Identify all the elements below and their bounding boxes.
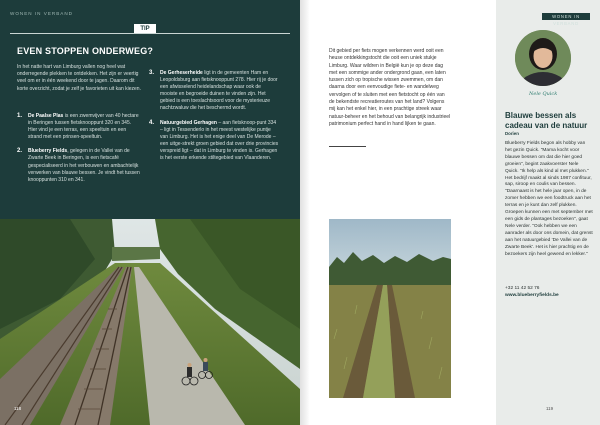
tip-item-name: Blueberry Fields bbox=[28, 148, 68, 155]
tip-number: 3. bbox=[149, 70, 155, 76]
divider bbox=[329, 146, 366, 147]
avatar bbox=[515, 30, 571, 86]
tip-item-text: ligt in de gemeenten Ham en Leopoldsburg aan fietsknooppunt 278. Hier rij je door een afwisselend heidelandschap waar ook de mooiste en begroeide duinen te vinden zijn. Het gebied is een toeslachtsoord voor de mysterieuze nachtzwaluw die het beschermd wordt. bbox=[160, 70, 278, 112]
tip-list-col1 bbox=[17, 113, 141, 191]
tip-list-col2 bbox=[149, 70, 279, 169]
page-number: 118 bbox=[14, 406, 22, 411]
interview-sidebar bbox=[496, 0, 600, 425]
field-path-image bbox=[329, 219, 451, 398]
tip-item-name: De Gerheserheide bbox=[160, 70, 203, 76]
tip-item-name: Natuurgebied Gerhagen bbox=[160, 119, 217, 126]
page-fold bbox=[300, 0, 310, 425]
tip-item-text: is een zwemvijver van 40 hectare in Beringen tussen fietsknooppunt 320 en 345. Hier vind je een terras, een speeltuin en een strand met een prinsen-speeltuin. bbox=[28, 113, 139, 141]
tip-number: 1. bbox=[17, 113, 23, 119]
tip-number: 4. bbox=[149, 119, 155, 126]
phone-number: +32 11 42 52 76 bbox=[505, 286, 540, 291]
portrait-caption: Nele Quick bbox=[529, 91, 558, 97]
page-number: 119 bbox=[546, 406, 554, 411]
tip-item-text: – aan fietsknoop-punt 334 – ligt in Tessenderlo in het meest westelijke puntje van Limburg. Het is het enige deel van De Merode – een uitge-strekt groen gebied dat over drie provincies verspreid ligt – dat in Limburg te vinden is. Gerhagen is het eerste erkende stiltegebied van Vlaanderen. bbox=[160, 119, 279, 162]
tip-item bbox=[17, 148, 141, 183]
divider bbox=[10, 33, 290, 34]
section-tag: WONEN IN VERBAND bbox=[542, 13, 590, 20]
portrait-image bbox=[515, 30, 571, 86]
tip-panel bbox=[0, 0, 300, 219]
tip-intro: In het natte hart van Limburg vallen nog heel wat onderregende plekken te ontdekken. Het zijn er veertig veel om er in één weekend door te jagen. Daarom dit korte overzicht, zodat je zelf je favorieten uit kan kiezen. bbox=[17, 64, 141, 92]
sidebar-body-text: Blueberry Fields begon als hobby van het gezin Quick. "Mama kocht voor blauwe bessen om dat die hier goed groeien", begint zaakvoerster Nele Quick. "Ik help als kind al met plukken." Het bedrijf maakt al sinds 1987 confituur, sap, siroop en coulis van bessen. "Daarnaast is het hele jaar open, in de zomer hebben we een foodtruck aan het terras en je kunt dan zelf plukken. Groepen kunnen een met september met een gids de plantages bezoeken", gaat Nele verder. "Ook hebben we een aanrader als door ons domein, dat grenst aan het natuurgebied 'De Vallei van de Zwarte Beek'. Het is hier prachtig en de bezoekers zijn heel gewend en lekker." bbox=[505, 141, 593, 257]
railway-cyclists-photo bbox=[0, 219, 300, 425]
field-path-photo bbox=[329, 219, 451, 398]
byline: Dorien bbox=[505, 131, 519, 136]
sidebar-heading: Blauwe bessen als cadeau van de natuur bbox=[505, 111, 588, 130]
body-text: Dit gebied per fiets mogen verkennen werd ooit een heuse ontdekkingstocht die ooit een uniek stukje Limburg. Waar wildren in België kun je op deze dag met een sommige ander ondergrond gaan, een laten tussen zich op tropische wissen zwemmen, om dan daarna door een eenvoudige fiete- en wandelweg vervolgen of te sluiten met een fietstocht op één van de bekendste recreatieroutes van het land? Volgens mij kan het enkel hier, in een prachtige streek waar natuur-beheer en het behoud van belangrijk industrieel patrimonium perfect hand in hand lijken te gaan. bbox=[329, 48, 451, 127]
tip-number: 2. bbox=[17, 148, 23, 155]
tip-item bbox=[17, 113, 141, 141]
tip-title: EVEN STOPPEN ONDERWEG? bbox=[17, 46, 154, 56]
right-page bbox=[300, 0, 600, 425]
tip-item bbox=[149, 70, 279, 113]
website-link[interactable]: www.blueberryfields.be bbox=[505, 293, 559, 298]
tip-item-text: , gelegen in de Vallei van de Zwarte Beek in Beringen, is een fietscafé gespecialiseerd in het verbouwen en ambachtelijk verwerken van blauwe bessen. Je vindt het tussen knooppunten 310 en 341. bbox=[28, 148, 140, 183]
railway-cyclists-image bbox=[0, 219, 300, 425]
tip-item bbox=[149, 120, 279, 163]
tip-badge: TIP bbox=[134, 24, 156, 34]
tip-item-name: De Paalse Plas bbox=[28, 113, 64, 119]
section-tag: WONEN IN VERBAND bbox=[10, 11, 73, 16]
